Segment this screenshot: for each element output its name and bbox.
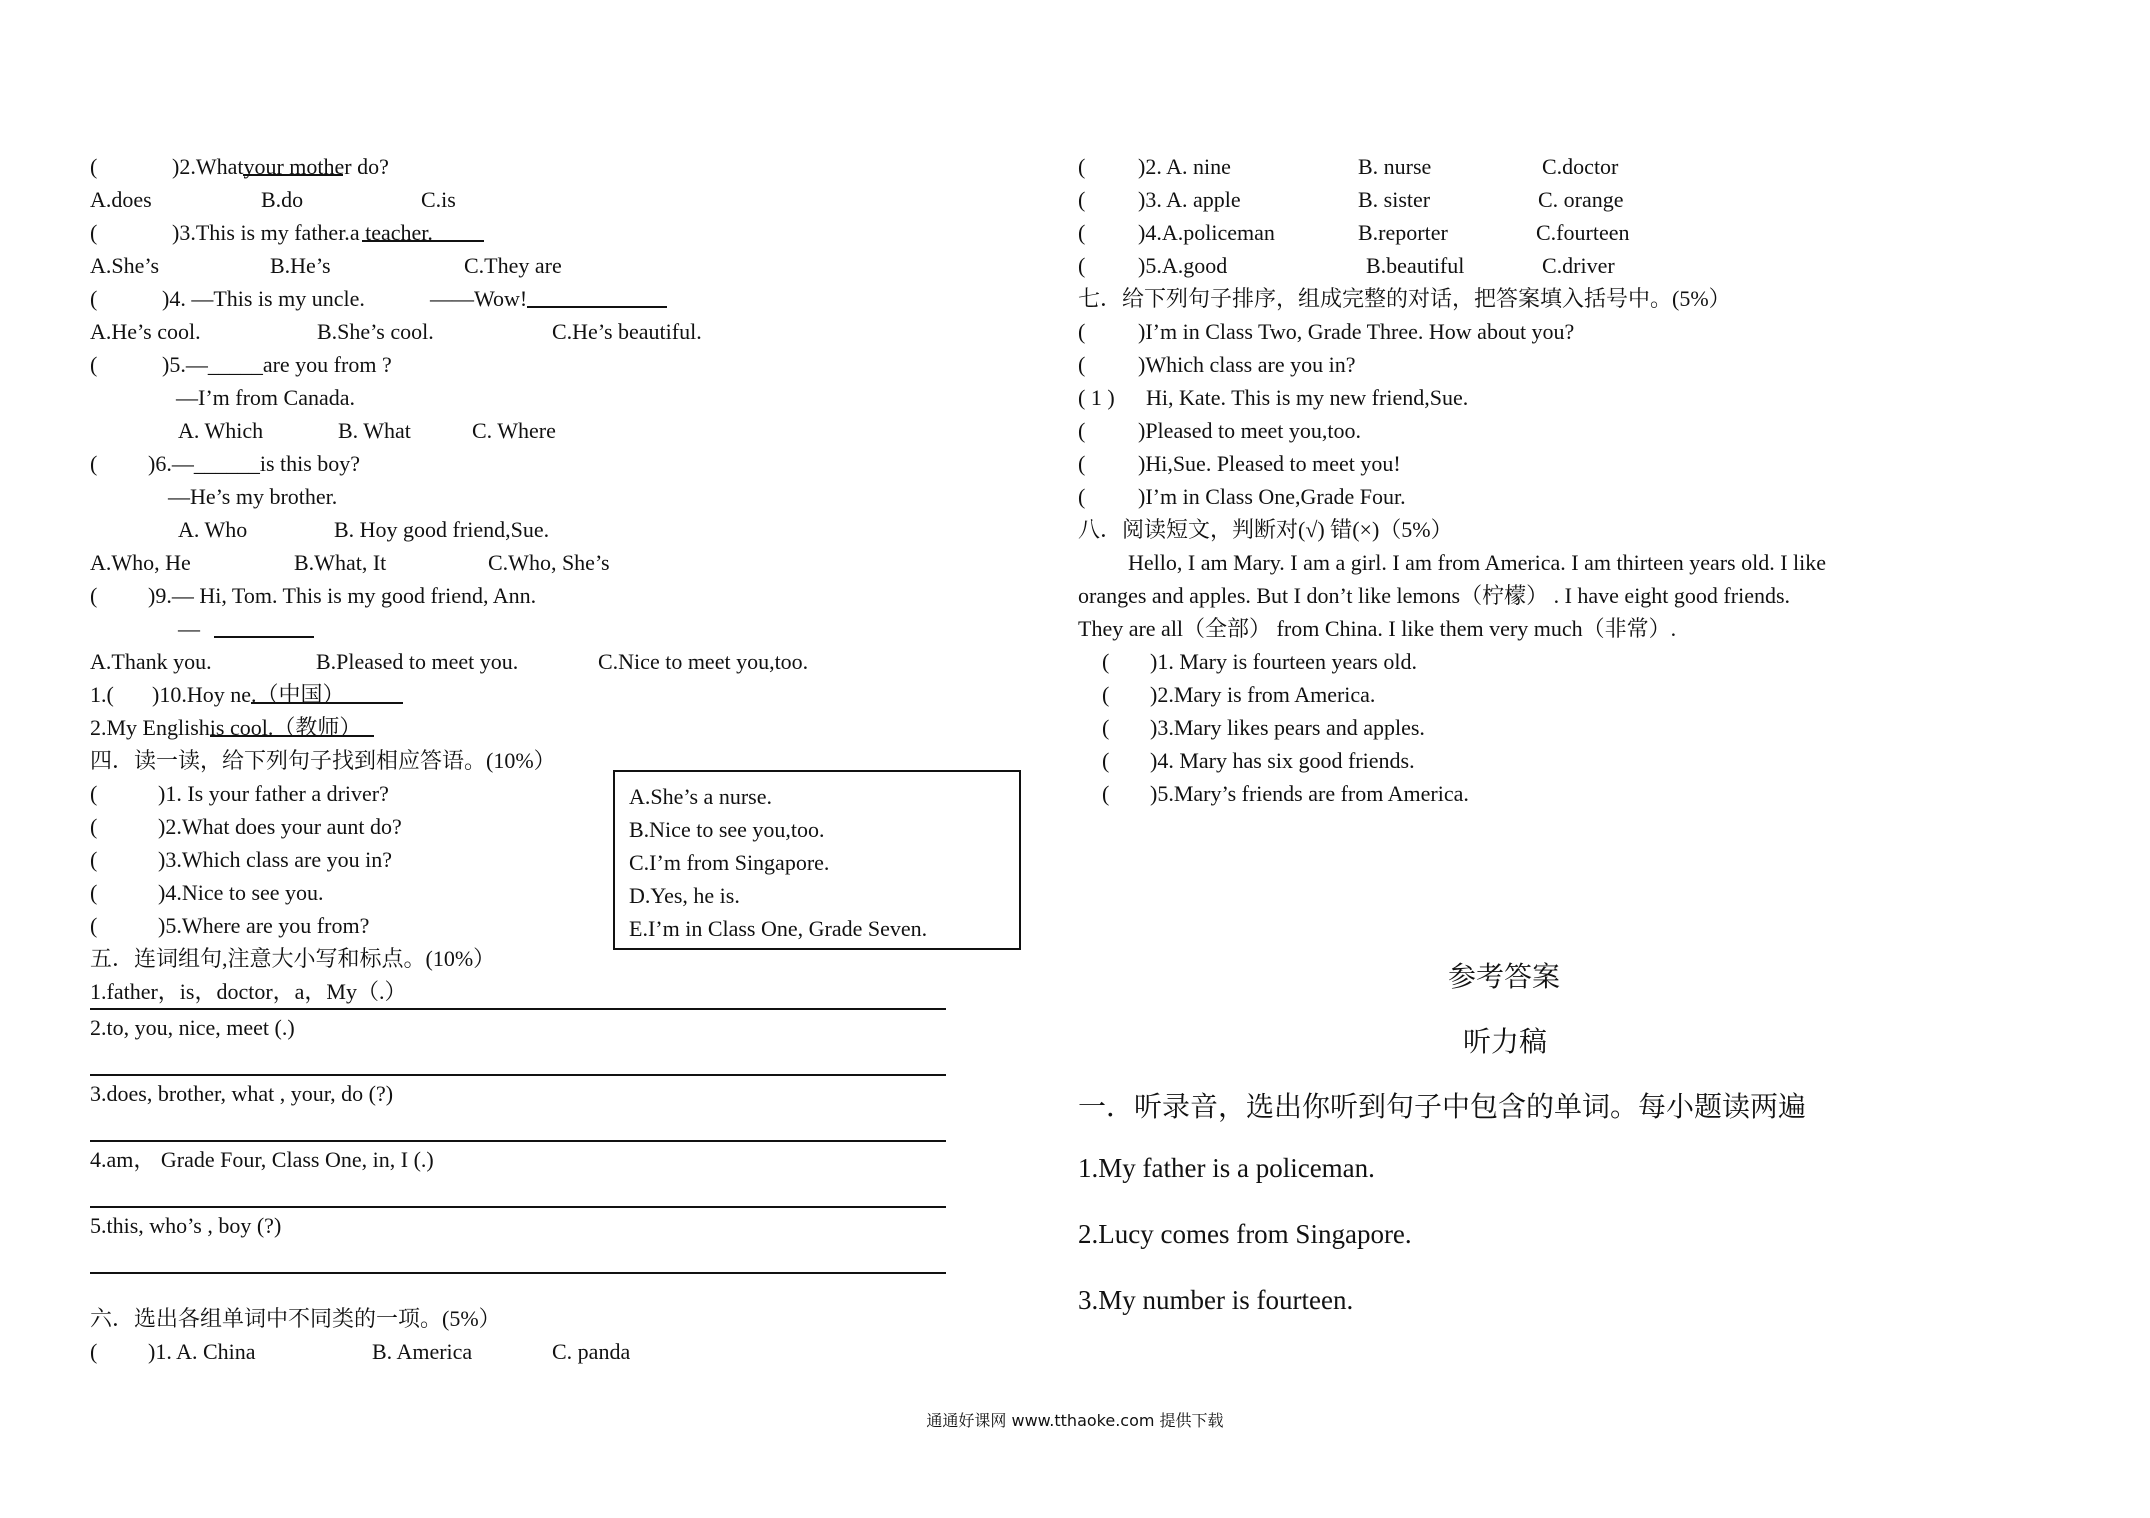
section-7-item: ( )I’m in Class One,Grade Four. [1078,484,1406,509]
choice-d: D.Yes, he is. [629,883,740,908]
answer-line[interactable] [90,1206,946,1208]
question-6-options-2 [90,546,1020,579]
right-column [1078,150,2078,810]
paren: ( [90,583,98,608]
section-5-item: 2.to, you, nice, meet (.) [90,1015,295,1040]
option-c: C.Nice to meet you,too. [598,649,809,674]
option-b: B.She’s cool. [317,319,434,344]
question-9-reply [90,612,1020,645]
option-a: A.She’s [90,253,160,278]
answer-line[interactable] [90,1074,946,1076]
question-6-reply: —He’s my brother. [168,484,338,509]
section-4-item: ( )5.Where are you from? [90,913,370,938]
question-3-options [90,249,1020,282]
blank [251,678,403,704]
answer-line-row [90,1140,1020,1206]
option-b: B. Hoy good friend,Sue. [334,517,550,542]
section-6-item: ( )3. A. apple B. sister C. orange [1078,187,1624,212]
option-c: C. Where [472,418,556,443]
section-8-item: ( )4. Mary has six good friends. [1102,748,1415,773]
question-4-options [90,315,1020,348]
section-5-item: 4.am， Grade Four, Class One, in, I (.) [90,1147,434,1172]
blank [527,282,667,308]
transcript-line: 2.Lucy comes from Singapore. [1078,1219,1412,1249]
answer-line-row [90,1074,1020,1140]
option-c: C.He’s beautiful. [552,319,702,344]
section-5-item: 5.this, who’s , boy (?) [90,1213,282,1238]
footer-watermark: 通通好课网 www.tthaoke.com 提供下载 [926,1411,1224,1430]
section-8-item: ( )1. Mary is fourteen years old. [1102,649,1417,674]
section-4-title: 四．读一读，给下列句子找到相应答语。(10%） [90,748,556,773]
question-6-options [90,513,1020,546]
choice-a: A.She’s a nurse. [629,784,772,809]
section-4-item: ( )1. Is your father a driver? [90,781,389,806]
question-11-text: 2.My English is cool.（教师） [90,711,361,744]
option-a: A.He’s cool. [90,319,201,344]
question-5-reply: —I’m from Canada. [176,385,355,410]
section-4-item: ( )4.Nice to see you. [90,880,324,905]
answer-line-row [90,1008,1020,1074]
answer-line[interactable] [90,1008,946,1010]
question-10-text: )10.Hoy ne .（中国） [152,678,345,711]
section-8-item: ( )5.Mary’s friends are from America. [1102,781,1469,806]
transcript-line: 3.My number is fourteen. [1078,1285,1354,1315]
question-9 [90,579,1020,612]
option-a: A.Thank you. [90,649,212,674]
answer-line-row [90,1272,1020,1302]
question-3 [90,216,1020,249]
option-a: A.Who, He [90,550,191,575]
answer-key-title: 参考答案 [1448,960,1561,993]
transcript-title: 听力稿 [1463,1025,1548,1058]
choice-b: B.Nice to see you,too. [629,817,825,842]
section-4-item: ( )2.What does your aunt do? [90,814,402,839]
option-c: C.Who, She’s [488,550,610,575]
section-8-item: ( )2.Mary is from America. [1102,682,1376,707]
section-7-item: ( )Hi,Sue. Pleased to meet you! [1078,451,1401,476]
answer-line-row [90,1206,1020,1272]
option-b: B. What [338,418,411,443]
section-6-title: 六．选出各组单词中不同类的一项。(5%） [90,1306,501,1331]
option-a: A. Which [178,418,264,443]
section-6-item: ( )4.A.policeman B.reporter C.fourteen [1078,220,1630,245]
question-4-text: )4. —This is my uncle. [162,286,365,311]
answer-line[interactable] [90,1272,946,1274]
question-4 [90,282,1020,315]
option-b: B.Pleased to meet you. [316,649,519,674]
answer-line[interactable] [90,1140,946,1142]
section-6-item: ( )1. A. China B. America C. panda [90,1339,631,1364]
transcript-line: 1.My father is a policeman. [1078,1153,1375,1183]
paren: ( [90,451,98,476]
question-9-reply-text: — [178,612,200,645]
blank [362,216,484,242]
question-9-text: )9.— Hi, Tom. This is my good friend, Ann. [148,583,537,608]
section-5-item: 3.does, brother, what , your, do (?) [90,1081,394,1106]
question-4-reply: ——Wow! [430,282,527,315]
section-6-item: ( )2. A. nine B. nurse C.doctor [1078,154,1619,179]
paren: ( [90,352,98,377]
section-7-item: ( )Pleased to meet you,too. [1078,418,1362,443]
question-2-text: )2.What your mother do? [172,150,389,183]
choice-c: C.I’m from Singapore. [629,850,830,875]
blank [210,711,374,737]
option-a: A. Who [178,517,248,542]
option-b: B.What, It [294,550,387,575]
option-b: B.do [261,187,304,212]
paren: ( [90,286,98,311]
question-5-options [90,414,1020,447]
option-b: B.He’s [270,253,331,278]
section-7-item: ( )Which class are you in? [1078,352,1356,377]
blank [214,612,314,638]
question-10: 1.( )10.Hoy ne .（中国） [90,678,1020,711]
option-c: C.They are [464,253,562,278]
section-8-title: 八．阅读短文，判断对(√) 错(×)（5%） [1078,517,1453,542]
section-7-item: ( 1 ) Hi, Kate. This is my new friend,Sue. [1078,385,1469,410]
answer-choice-box [613,770,1021,950]
section-5-item: 1.father，is，doctor，a，My（.） [90,979,407,1004]
option-c: C.is [421,187,456,212]
option-a: A.does [90,187,152,212]
question-5 [90,348,1020,381]
section-4-item: ( )3.Which class are you in? [90,847,392,872]
question-9-options [90,645,1020,678]
question-11 [90,711,1020,744]
section-7-title: 七．给下列句子排序，组成完整的对话，把答案填入括号中。(5%） [1078,286,1731,311]
section-8-item: ( )3.Mary likes pears and apples. [1102,715,1425,740]
question-6-text: )6.—______is this boy? [148,451,361,476]
choice-e: E.I’m in Class One, Grade Seven. [629,916,928,941]
question-5-text: )5.—_____are you from ? [162,352,392,377]
passage-line: They are all（全部） from China. I like them very much（非常）. [1078,616,1677,641]
section-6-item: ( )5.A.good B.beautiful C.driver [1078,253,1615,278]
paren: ( [90,154,98,179]
passage-line: oranges and apples. But I don’t like lemons（柠檬） . I have eight good friends. [1078,583,1791,608]
section-5-title: 五．连词组句,注意大小写和标点。(10%） [90,946,496,971]
left-column [90,150,1020,1368]
question-6 [90,447,1020,480]
section-7-item: ( )I’m in Class Two, Grade Three. How about you? [1078,319,1575,344]
question-3-text: )3.This is my father. a teacher. [172,216,433,249]
paren: ( [90,220,98,245]
blank [243,150,343,176]
question-2 [90,150,1020,183]
question-2-options [90,183,1020,216]
passage-line: Hello, I am Mary. I am a girl. I am from America. I am thirteen years old. I like [1128,550,1827,575]
transcript-section-1: 一．听录音，选出你听到句子中包含的单词。每小题读两遍 [1078,1090,1807,1123]
